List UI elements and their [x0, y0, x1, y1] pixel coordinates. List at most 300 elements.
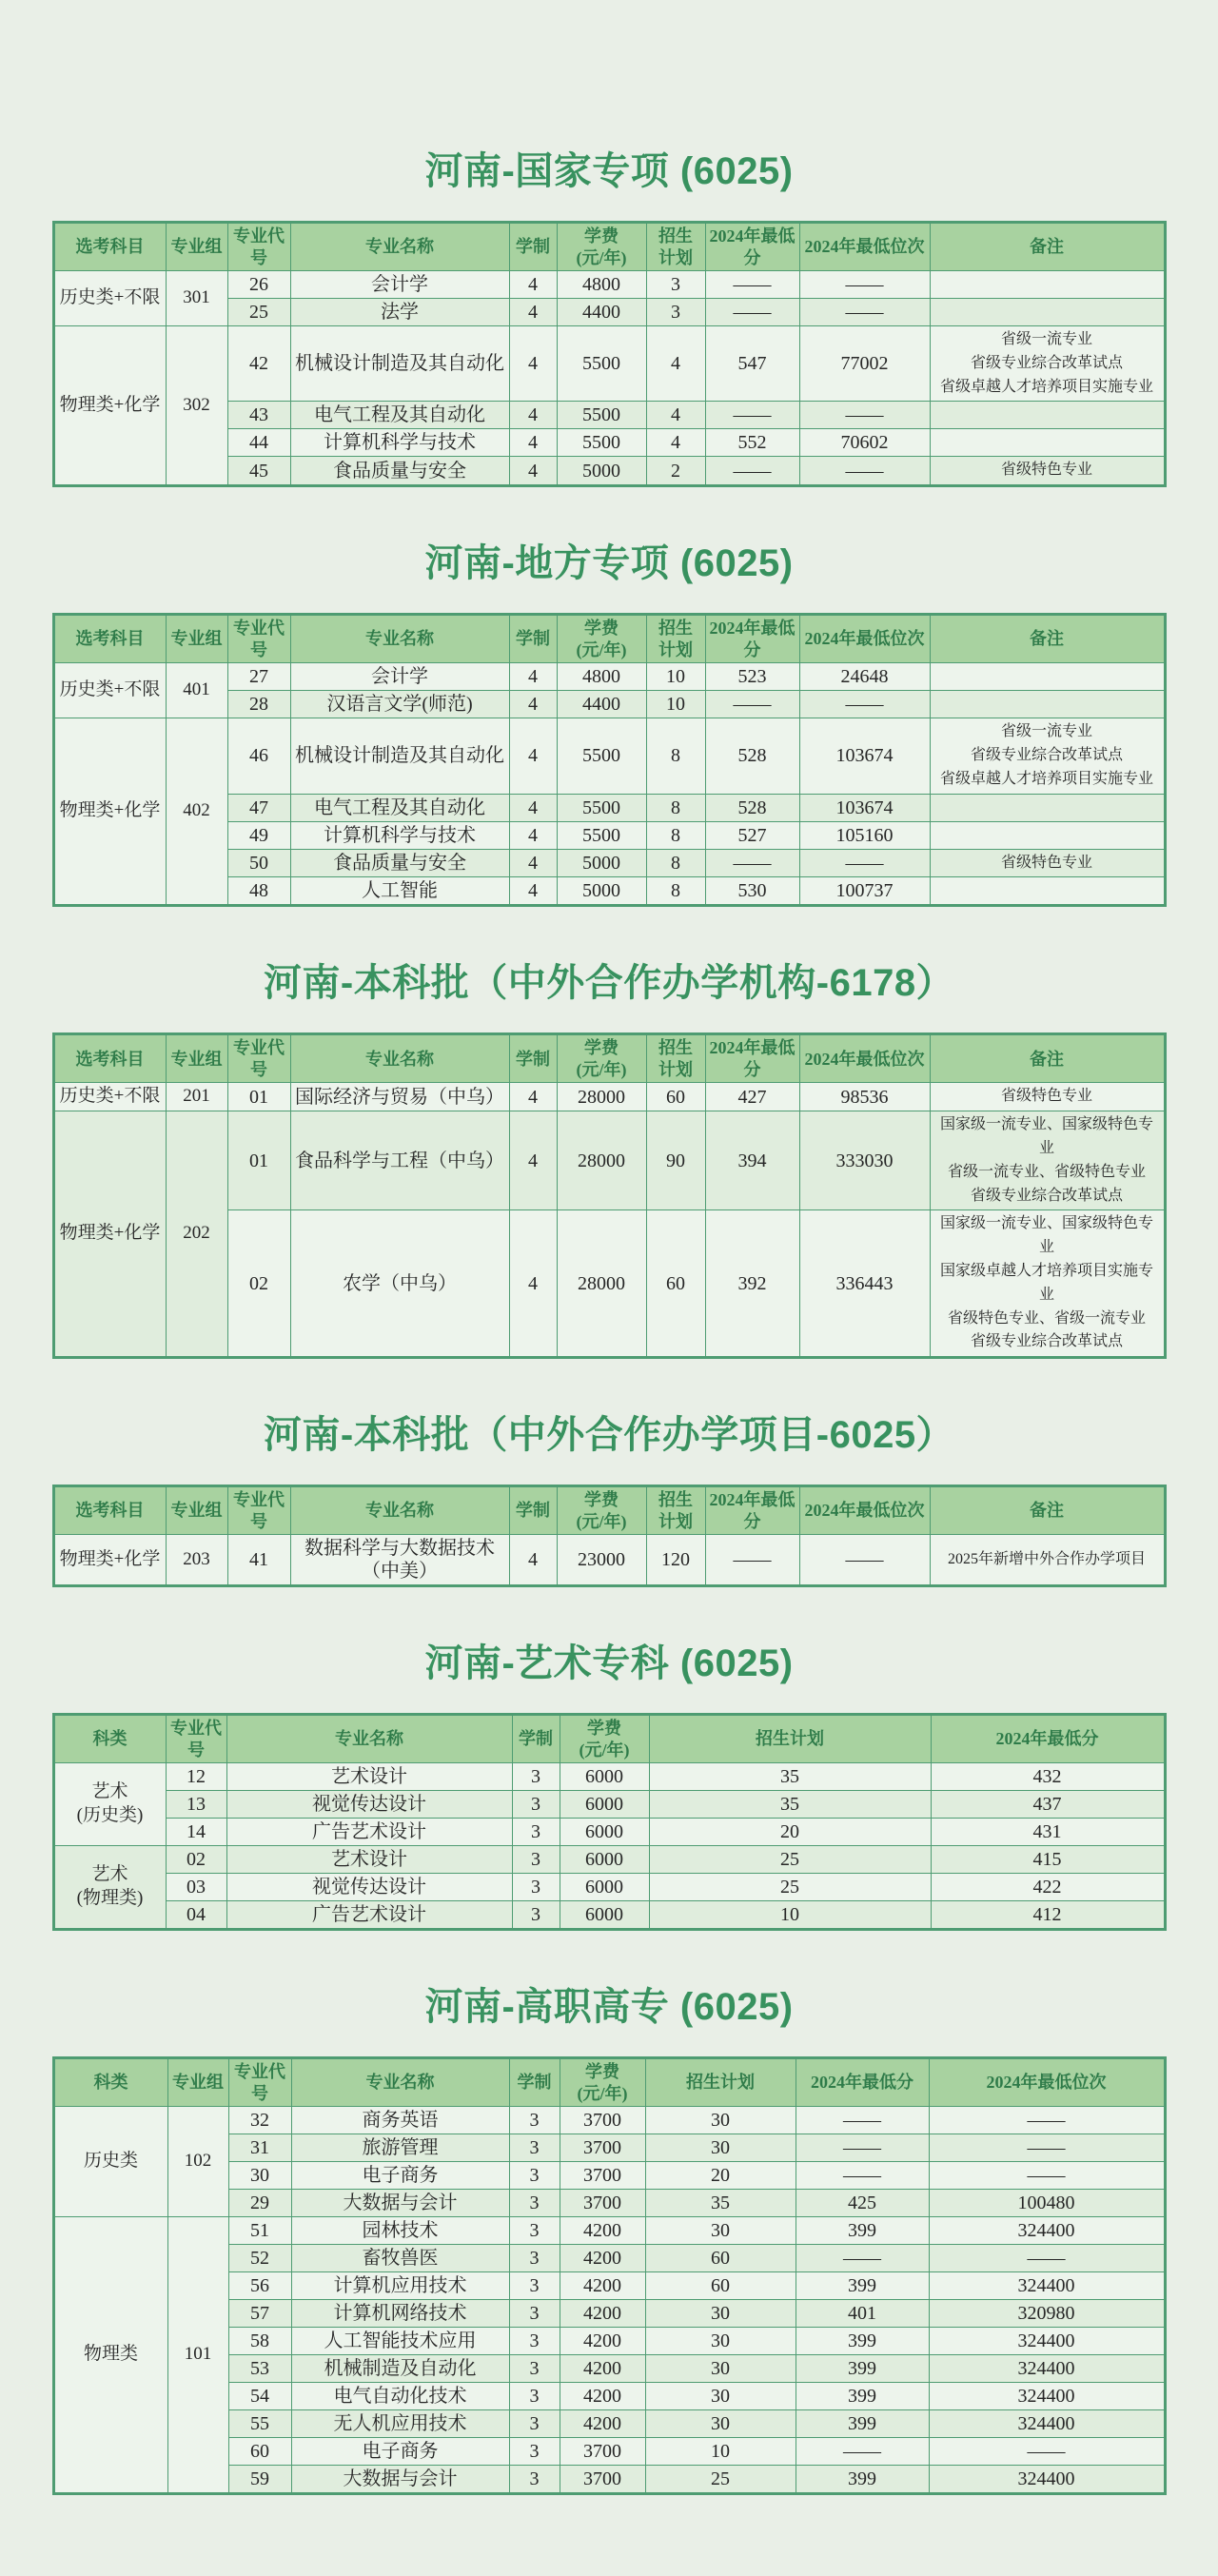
column-header: 选考科目: [53, 615, 166, 663]
table-cell: 人工智能: [290, 877, 509, 906]
table-cell: 4200: [560, 2328, 645, 2355]
table-cell: 4200: [560, 2355, 645, 2383]
table-cell: 机械设计制造及其自动化: [290, 718, 509, 794]
table-cell: 30: [645, 2383, 796, 2410]
table-cell: 60: [646, 1210, 705, 1358]
table-cell: 2: [646, 457, 705, 486]
table-cell: 6000: [560, 1791, 649, 1819]
table-cell: 8: [646, 877, 705, 906]
column-header: 专业名称: [291, 2058, 509, 2107]
table-cell: 农学（中乌）: [290, 1210, 509, 1358]
table-cell: 视觉传达设计: [226, 1791, 512, 1819]
table-cell: ——: [705, 299, 799, 326]
section-title: 河南-高职高专 (6025): [424, 1986, 794, 2029]
table-cell: 324400: [929, 2466, 1165, 2494]
table-cell: 3: [512, 1791, 560, 1819]
subject-category-cell: 历史类+不限: [53, 663, 166, 718]
table-cell: 5500: [557, 821, 646, 849]
table-cell: 计算机科学与技术: [290, 429, 509, 457]
section-title: 河南-地方专项 (6025): [424, 542, 794, 585]
table-cell: 3: [509, 2328, 560, 2355]
table-cell: ——: [705, 402, 799, 429]
table-cell: 02: [227, 1210, 290, 1358]
table-row: [53, 326, 1165, 402]
table-cell: 399: [796, 2355, 929, 2383]
table-cell: 399: [796, 2217, 929, 2245]
table-cell: 2025年新增中外合作办学项目: [930, 1535, 1165, 1586]
table-cell: [930, 821, 1165, 849]
table-cell: 4: [509, 794, 557, 821]
table-cell: ——: [796, 2134, 929, 2162]
table-cell: ——: [705, 691, 799, 718]
table-cell: 30: [645, 2410, 796, 2438]
table-cell: ——: [799, 691, 930, 718]
table-cell: 324400: [929, 2328, 1165, 2355]
table-cell: ——: [929, 2438, 1165, 2466]
column-header: 选考科目: [53, 1034, 166, 1083]
header-row: [53, 1034, 1165, 1083]
table-row: [53, 1083, 1165, 1111]
table-cell: 41: [227, 1535, 290, 1586]
table-cell: 4200: [560, 2217, 645, 2245]
table-cell: 4200: [560, 2383, 645, 2410]
column-header: 选考科目: [53, 1486, 166, 1535]
table-cell: 4: [509, 402, 557, 429]
table-row: [53, 2107, 1165, 2134]
table-cell: 10: [646, 663, 705, 691]
subject-category-cell: 物理类+化学: [53, 1111, 166, 1358]
table-cell: 105160: [799, 821, 930, 849]
table-cell: 42: [227, 326, 290, 402]
column-header: 学费 (元/年): [560, 1715, 649, 1763]
table-cell: 4200: [560, 2410, 645, 2438]
table-cell: 415: [931, 1846, 1165, 1874]
table-cell: 52: [228, 2245, 291, 2272]
admissions-table: [52, 2056, 1167, 2495]
table-cell: 大数据与会计: [291, 2190, 509, 2217]
table-row: [53, 1791, 1165, 1819]
column-header: 学制: [509, 2058, 560, 2107]
table-cell: 省级一流专业 省级专业综合改革试点 省级卓越人才培养项目实施专业: [930, 718, 1165, 794]
table-cell: 4: [509, 691, 557, 718]
table-cell: 省级特色专业: [930, 849, 1165, 877]
major-group-cell: 402: [166, 718, 227, 906]
section-title: 河南-艺术专科 (6025): [424, 1642, 794, 1685]
major-group-cell: 401: [166, 663, 227, 718]
table-cell: 3: [512, 1763, 560, 1791]
table-cell: 60: [645, 2245, 796, 2272]
table-cell: 13: [166, 1791, 226, 1819]
column-header: 专业代号: [227, 1034, 290, 1083]
table-cell: 艺术设计: [226, 1763, 512, 1791]
table-cell: 5500: [557, 429, 646, 457]
table-cell: 320980: [929, 2300, 1165, 2328]
table-cell: ——: [796, 2245, 929, 2272]
table-cell: 48: [227, 877, 290, 906]
subject-category-cell: 历史类+不限: [53, 271, 166, 326]
table-cell: 5000: [557, 457, 646, 486]
table-cell: 23000: [557, 1535, 646, 1586]
table-cell: 60: [645, 2272, 796, 2300]
table-cell: 4400: [557, 299, 646, 326]
table-cell: 528: [705, 718, 799, 794]
table-cell: 4: [509, 663, 557, 691]
table-cell: 30: [645, 2355, 796, 2383]
table-row: [53, 1111, 1165, 1210]
column-header: 备注: [930, 223, 1165, 271]
table-cell: ——: [799, 299, 930, 326]
table-row: [53, 718, 1165, 794]
column-header: 2024年最低位次: [799, 223, 930, 271]
column-header: 专业代号: [227, 223, 290, 271]
table-cell: 427: [705, 1083, 799, 1111]
table-cell: 5000: [557, 877, 646, 906]
table-cell: 528: [705, 794, 799, 821]
table-cell: 3: [512, 1874, 560, 1901]
table-cell: 省级特色专业: [930, 1083, 1165, 1111]
admissions-table: [52, 613, 1167, 907]
table-cell: 3: [512, 1819, 560, 1846]
header-row: [53, 1715, 1165, 1763]
table-cell: 30: [228, 2162, 291, 2190]
table-cell: 4: [509, 877, 557, 906]
table-cell: 商务英语: [291, 2107, 509, 2134]
table-cell: 03: [166, 1874, 226, 1901]
table-cell: ——: [796, 2162, 929, 2190]
table-cell: 8: [646, 718, 705, 794]
table-cell: 广告艺术设计: [226, 1819, 512, 1846]
table-cell: 50: [227, 849, 290, 877]
table-cell: ——: [705, 1535, 799, 1586]
table-cell: 电子商务: [291, 2438, 509, 2466]
column-header: 专业名称: [290, 223, 509, 271]
table-cell: 汉语言文学(师范): [290, 691, 509, 718]
table-cell: 会计学: [290, 663, 509, 691]
table-cell: 44: [227, 429, 290, 457]
column-header: 学制: [509, 1486, 557, 1535]
column-header: 科类: [53, 1715, 166, 1763]
table-cell: 4: [509, 1210, 557, 1358]
table-cell: 3: [509, 2300, 560, 2328]
subject-category-cell: 物理类: [53, 2217, 167, 2494]
table-cell: 4: [509, 429, 557, 457]
table-cell: 324400: [929, 2272, 1165, 2300]
table-cell: 6000: [560, 1763, 649, 1791]
column-header: 招生 计划: [646, 223, 705, 271]
table-cell: 3: [512, 1846, 560, 1874]
table-cell: 55: [228, 2410, 291, 2438]
table-cell: 视觉传达设计: [226, 1874, 512, 1901]
header-row: [53, 2058, 1165, 2107]
table-cell: 艺术设计: [226, 1846, 512, 1874]
table-cell: 12: [166, 1763, 226, 1791]
column-header: 专业组: [166, 223, 227, 271]
column-header: 学费 (元/年): [557, 223, 646, 271]
table-cell: 法学: [290, 299, 509, 326]
table-cell: 5500: [557, 402, 646, 429]
table-cell: 3: [509, 2162, 560, 2190]
table-row: [53, 1535, 1165, 1586]
table-cell: 3: [509, 2355, 560, 2383]
column-header: 专业名称: [290, 1034, 509, 1083]
admissions-table: [52, 221, 1167, 487]
table-cell: 431: [931, 1819, 1165, 1846]
table-cell: 120: [646, 1535, 705, 1586]
table-row: [53, 663, 1165, 691]
table-cell: 399: [796, 2328, 929, 2355]
table-row: [53, 1874, 1165, 1901]
table-cell: 31: [228, 2134, 291, 2162]
column-header: 招生 计划: [646, 1034, 705, 1083]
table-cell: [930, 429, 1165, 457]
major-group-cell: 302: [166, 326, 227, 486]
table-cell: 59: [228, 2466, 291, 2494]
table-cell: 45: [227, 457, 290, 486]
column-header: 备注: [930, 1034, 1165, 1083]
table-cell: 食品科学与工程（中乌）: [290, 1111, 509, 1210]
table-cell: 4: [509, 1083, 557, 1111]
table-row: [53, 1763, 1165, 1791]
table-cell: 畜牧兽医: [291, 2245, 509, 2272]
table-cell: 27: [227, 663, 290, 691]
table-cell: 广告艺术设计: [226, 1901, 512, 1930]
table-cell: 35: [649, 1791, 931, 1819]
table-cell: 432: [931, 1763, 1165, 1791]
table-cell: 77002: [799, 326, 930, 402]
table-cell: 6000: [560, 1846, 649, 1874]
column-header: 专业名称: [226, 1715, 512, 1763]
table-cell: ——: [705, 271, 799, 299]
table-cell: 98536: [799, 1083, 930, 1111]
table-cell: ——: [796, 2107, 929, 2134]
column-header: 科类: [53, 2058, 167, 2107]
table-cell: 食品质量与安全: [290, 457, 509, 486]
table-cell: 60: [228, 2438, 291, 2466]
table-cell: 4: [509, 718, 557, 794]
column-header: 备注: [930, 1486, 1165, 1535]
section-title: 河南-本科批（中外合作办学项目-6025）: [263, 1414, 955, 1457]
major-group-cell: 101: [167, 2217, 228, 2494]
table-cell: 6000: [560, 1819, 649, 1846]
table-cell: 3700: [560, 2438, 645, 2466]
table-cell: 8: [646, 849, 705, 877]
column-header: 备注: [930, 615, 1165, 663]
table-cell: ——: [705, 849, 799, 877]
table-cell: 399: [796, 2383, 929, 2410]
table-cell: 530: [705, 877, 799, 906]
table-cell: 3700: [560, 2466, 645, 2494]
subject-category-cell: 艺术 (物理类): [53, 1846, 166, 1930]
major-group-cell: 301: [166, 271, 227, 326]
column-header: 2024年最低分: [931, 1715, 1165, 1763]
table-cell: 国际经济与贸易（中乌）: [290, 1083, 509, 1111]
table-cell: [930, 877, 1165, 906]
section-title: 河南-国家专项 (6025): [424, 150, 794, 192]
table-cell: 6000: [560, 1901, 649, 1930]
table-cell: 399: [796, 2410, 929, 2438]
column-header: 专业代号: [227, 1486, 290, 1535]
table-cell: 49: [227, 821, 290, 849]
table-cell: ——: [799, 402, 930, 429]
column-header: 学费 (元/年): [557, 1486, 646, 1535]
table-cell: 324400: [929, 2410, 1165, 2438]
table-cell: 3: [509, 2190, 560, 2217]
table-cell: 3: [509, 2245, 560, 2272]
table-cell: 10: [645, 2438, 796, 2466]
column-header: 学制: [509, 223, 557, 271]
table-cell: 计算机网络技术: [291, 2300, 509, 2328]
column-header: 学费 (元/年): [557, 615, 646, 663]
table-cell: 4: [509, 271, 557, 299]
table-cell: 26: [227, 271, 290, 299]
column-header: 专业组: [166, 1486, 227, 1535]
column-header: 2024年最低分: [705, 615, 799, 663]
column-header: 专业组: [167, 2058, 228, 2107]
table-cell: 4200: [560, 2245, 645, 2272]
table-cell: 90: [646, 1111, 705, 1210]
table-cell: 电气自动化技术: [291, 2383, 509, 2410]
table-cell: 4: [509, 326, 557, 402]
table-cell: 机械设计制造及其自动化: [290, 326, 509, 402]
table-cell: 10: [646, 691, 705, 718]
table-cell: 60: [646, 1083, 705, 1111]
table-cell: 25: [649, 1846, 931, 1874]
column-header: 2024年最低位次: [799, 615, 930, 663]
table-cell: ——: [799, 271, 930, 299]
table-cell: ——: [799, 849, 930, 877]
table-cell: ——: [705, 457, 799, 486]
table-cell: 30: [645, 2328, 796, 2355]
table-cell: 324400: [929, 2217, 1165, 2245]
table-cell: 24648: [799, 663, 930, 691]
subject-category-cell: 艺术 (历史类): [53, 1763, 166, 1846]
table-cell: 53: [228, 2355, 291, 2383]
table-cell: 4: [509, 299, 557, 326]
table-cell: 547: [705, 326, 799, 402]
table-cell: 4800: [557, 663, 646, 691]
column-header: 学制: [509, 615, 557, 663]
section-sino-foreign-institution: [0, 953, 1218, 1359]
table-cell: 无人机应用技术: [291, 2410, 509, 2438]
table-cell: 4: [509, 821, 557, 849]
table-cell: 4800: [557, 271, 646, 299]
table-cell: 5500: [557, 718, 646, 794]
table-cell: 04: [166, 1901, 226, 1930]
table-cell: 5000: [557, 849, 646, 877]
table-cell: 30: [645, 2217, 796, 2245]
column-header: 招生计划: [649, 1715, 931, 1763]
header-row: [53, 223, 1165, 271]
table-cell: 30: [645, 2134, 796, 2162]
table-cell: [930, 794, 1165, 821]
table-cell: 46: [227, 718, 290, 794]
table-cell: 28000: [557, 1111, 646, 1210]
table-cell: 3: [646, 299, 705, 326]
column-header: 学费 (元/年): [557, 1034, 646, 1083]
table-cell: 省级特色专业: [930, 457, 1165, 486]
table-cell: 4: [646, 402, 705, 429]
table-cell: 3: [509, 2107, 560, 2134]
table-row: [53, 2217, 1165, 2245]
table-cell: 392: [705, 1210, 799, 1358]
column-header: 学费 (元/年): [560, 2058, 645, 2107]
table-cell: 3: [509, 2272, 560, 2300]
column-header: 学制: [512, 1715, 560, 1763]
table-row: [53, 1819, 1165, 1846]
table-cell: 103674: [799, 718, 930, 794]
column-header: 2024年最低分: [705, 1486, 799, 1535]
table-cell: 100737: [799, 877, 930, 906]
subject-category-cell: 历史类: [53, 2107, 167, 2217]
table-cell: 3700: [560, 2190, 645, 2217]
table-cell: 4: [509, 1535, 557, 1586]
table-cell: 56: [228, 2272, 291, 2300]
table-cell: 51: [228, 2217, 291, 2245]
table-cell: 14: [166, 1819, 226, 1846]
table-cell: 29: [228, 2190, 291, 2217]
column-header: 专业代号: [227, 615, 290, 663]
table-cell: 01: [227, 1083, 290, 1111]
header-row: [53, 615, 1165, 663]
table-cell: 3: [509, 2466, 560, 2494]
table-cell: 336443: [799, 1210, 930, 1358]
table-cell: 3: [509, 2134, 560, 2162]
table-cell: 70602: [799, 429, 930, 457]
table-cell: 02: [166, 1846, 226, 1874]
column-header: 选考科目: [53, 223, 166, 271]
table-row: [53, 271, 1165, 299]
table-cell: 399: [796, 2272, 929, 2300]
column-header: 专业代号: [228, 2058, 291, 2107]
table-cell: 6000: [560, 1874, 649, 1901]
table-cell: 8: [646, 794, 705, 821]
table-cell: 4: [646, 429, 705, 457]
table-cell: 401: [796, 2300, 929, 2328]
section-local-special: [0, 533, 1218, 907]
table-cell: 437: [931, 1791, 1165, 1819]
table-cell: 人工智能技术应用: [291, 2328, 509, 2355]
table-cell: 58: [228, 2328, 291, 2355]
subject-category-cell: 物理类+化学: [53, 326, 166, 486]
table-cell: 30: [645, 2300, 796, 2328]
table-cell: 43: [227, 402, 290, 429]
table-cell: 25: [227, 299, 290, 326]
table-cell: 425: [796, 2190, 929, 2217]
table-cell: 28000: [557, 1210, 646, 1358]
major-group-cell: 203: [166, 1535, 227, 1586]
table-cell: 国家级一流专业、国家级特色专业 省级一流专业、省级特色专业 省级专业综合改革试点: [930, 1111, 1165, 1210]
column-header: 2024年最低分: [705, 223, 799, 271]
column-header: 2024年最低位次: [799, 1034, 930, 1083]
table-cell: 5500: [557, 326, 646, 402]
table-cell: 54: [228, 2383, 291, 2410]
table-cell: ——: [929, 2245, 1165, 2272]
table-cell: 食品质量与安全: [290, 849, 509, 877]
table-cell: [930, 663, 1165, 691]
table-cell: ——: [799, 457, 930, 486]
table-cell: 电子商务: [291, 2162, 509, 2190]
section-vocational-college: [0, 1976, 1218, 2495]
table-cell: 399: [796, 2466, 929, 2494]
table-cell: 333030: [799, 1111, 930, 1210]
column-header: 2024年最低分: [796, 2058, 929, 2107]
table-cell: 47: [227, 794, 290, 821]
column-header: 学制: [509, 1034, 557, 1083]
column-header: 2024年最低分: [705, 1034, 799, 1083]
table-cell: 4200: [560, 2300, 645, 2328]
table-cell: ——: [929, 2134, 1165, 2162]
table-cell: 机械制造及自动化: [291, 2355, 509, 2383]
